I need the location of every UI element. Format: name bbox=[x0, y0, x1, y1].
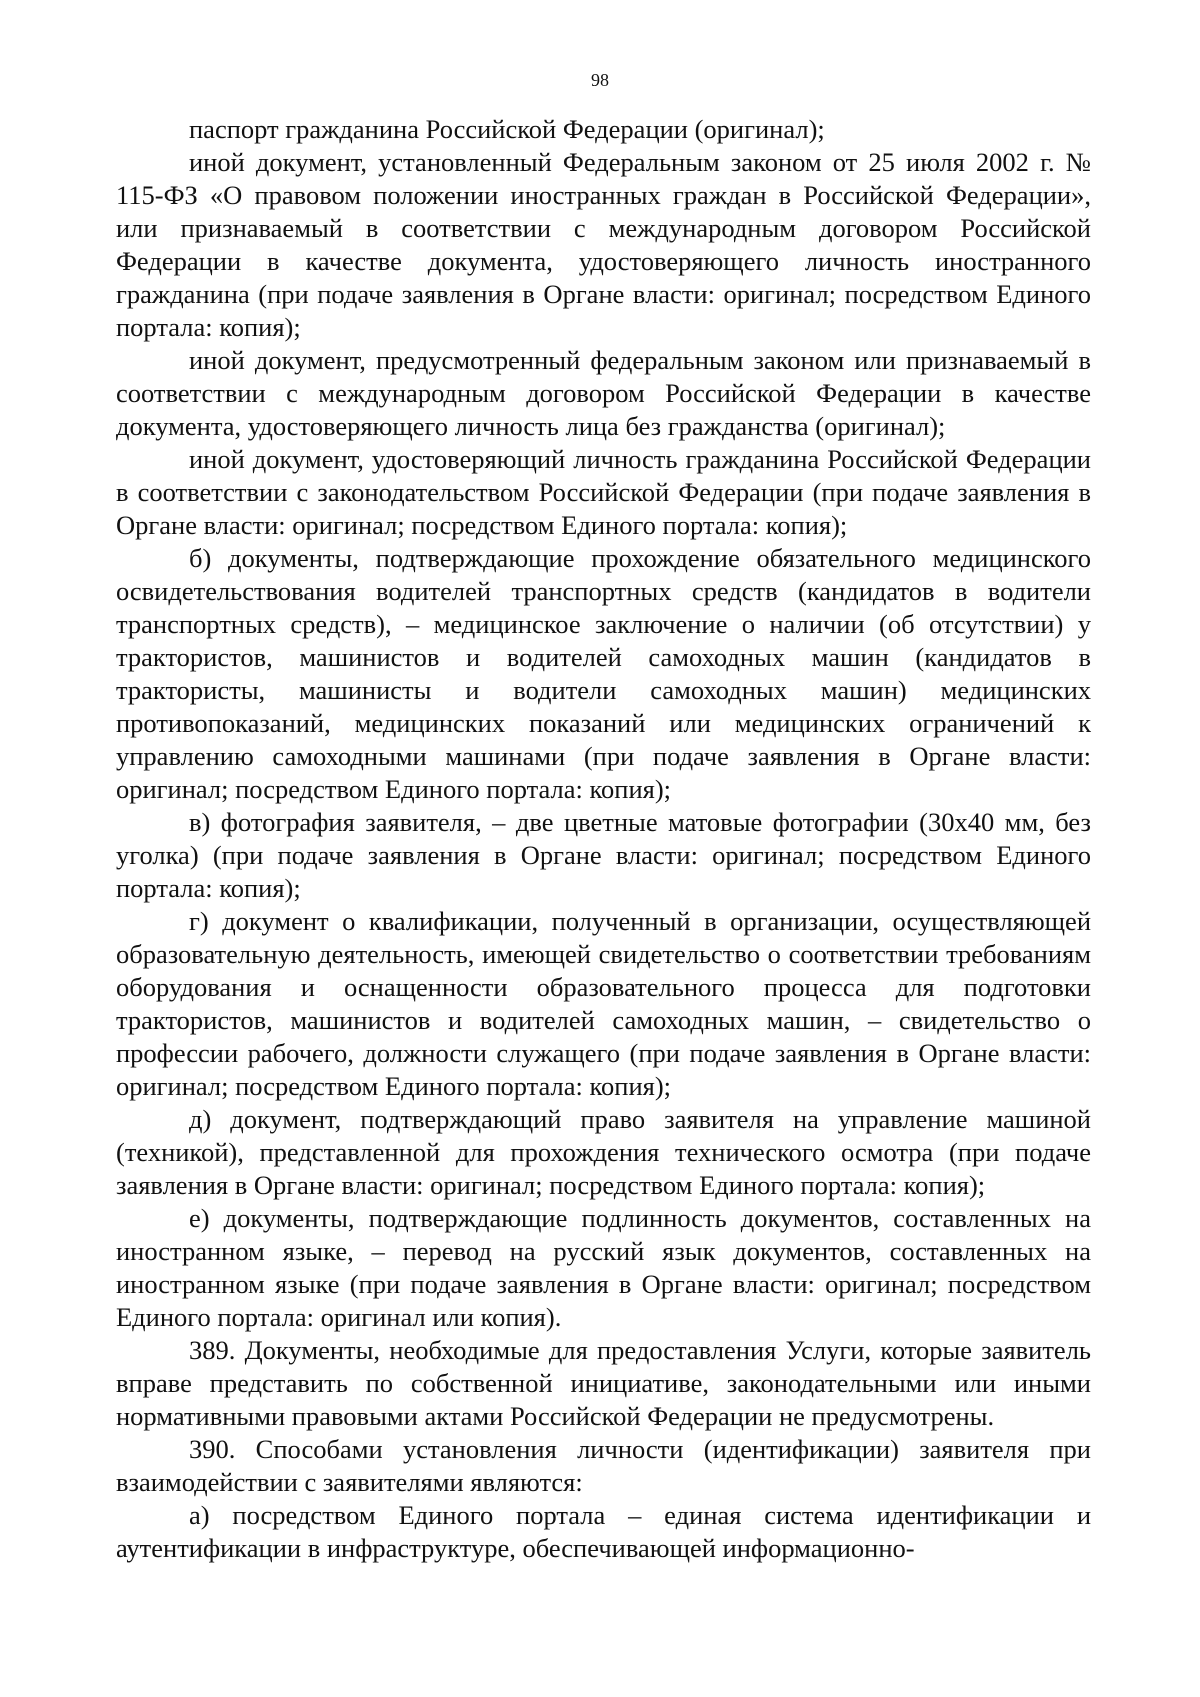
page-number: 98 bbox=[591, 70, 609, 90]
paragraph-stateless-person-document: иной документ, предусмотренный федеральным законом или признаваемый в соответствии с международным договором Российской Федерации в качестве документа, удостоверяющего личность лица без гражданства (оригинал); bbox=[116, 345, 1091, 441]
document-body bbox=[116, 113, 1091, 1565]
paragraph-foreign-citizen-document: иной документ, установленный Федеральным законом от 25 июля 2002 г. № 115-ФЗ «О правовом положении иностранных граждан в Российской Федерации», или признаваемый в соответствии с международным договором Российской Федерации в качестве документа, удостоверяющего личность иностранного гражданина (при подаче заявления в Органе власти: оригинал; посредством Единого портала: копия); bbox=[116, 147, 1091, 342]
paragraph-item-a-unified-portal: а) посредством Единого портала – единая система идентификации и аутентификации в инфраструктуре, обеспечивающей информационно- bbox=[116, 1500, 1091, 1563]
paragraph-other-rf-identity-document: иной документ, удостоверяющий личность гражданина Российской Федерации в соответствии с законодательством Российской Федерации (при подаче заявления в Органе власти: оригинал; посредством Единого портала: копия); bbox=[116, 444, 1091, 540]
paragraph-item-d-right-to-operate: д) документ, подтверждающий право заявителя на управление машиной (техникой), представленной для прохождения технического осмотра (при подаче заявления в Органе власти: оригинал; посредством Единого портала: копия); bbox=[116, 1104, 1091, 1200]
paragraph-passport-rf: паспорт гражданина Российской Федерации (оригинал); bbox=[189, 114, 825, 144]
paragraph-item-g-qualification: г) документ о квалификации, полученный в организации, осуществляющей образовательную деятельность, имеющей свидетельство о соответствии требованиям оборудования и оснащенности образовательного процесса для подготовки трактористов, машинистов и водителей самоходных машин, – свидетельство о профессии рабочего, должности служащего (при подаче заявления в Органе власти: оригинал; посредством Единого портала: копия); bbox=[116, 906, 1091, 1101]
paragraph-390: 390. Способами установления личности (идентификации) заявителя при взаимодействии с заявителями являются: bbox=[116, 1434, 1091, 1497]
paragraph-389: 389. Документы, необходимые для предоставления Услуги, которые заявитель вправе представить по собственной инициативе, законодательными или иными нормативными правовыми актами Российской Федерации не предусмотрены. bbox=[116, 1335, 1091, 1431]
paragraph-item-v-photo: в) фотография заявителя, – две цветные матовые фотографии (30х40 мм, без уголка) (при подаче заявления в Органе власти: оригинал; посредством Единого портала: копия); bbox=[116, 807, 1091, 903]
paragraph-item-e-translation: е) документы, подтверждающие подлинность документов, составленных на иностранном языке, – перевод на русский язык документов, составленных на иностранном языке (при подаче заявления в Органе власти: оригинал; посредством Единого портала: оригинал или копия). bbox=[116, 1203, 1091, 1332]
paragraph-item-b-medical: б) документы, подтверждающие прохождение обязательного медицинского освидетельствования водителей транспортных средств (кандидатов в водители транспортных средств), – медицинское заключение о наличии (об отсутствии) у трактористов, машинистов и водителей самоходных машин (кандидатов в трактористы, машинисты и водители самоходных машин) медицинских противопоказаний, медицинских показаний или медицинских ограничений к управлению самоходными машинами (при подаче заявления в Органе власти: оригинал; посредством Единого портала: копия); bbox=[116, 543, 1091, 804]
